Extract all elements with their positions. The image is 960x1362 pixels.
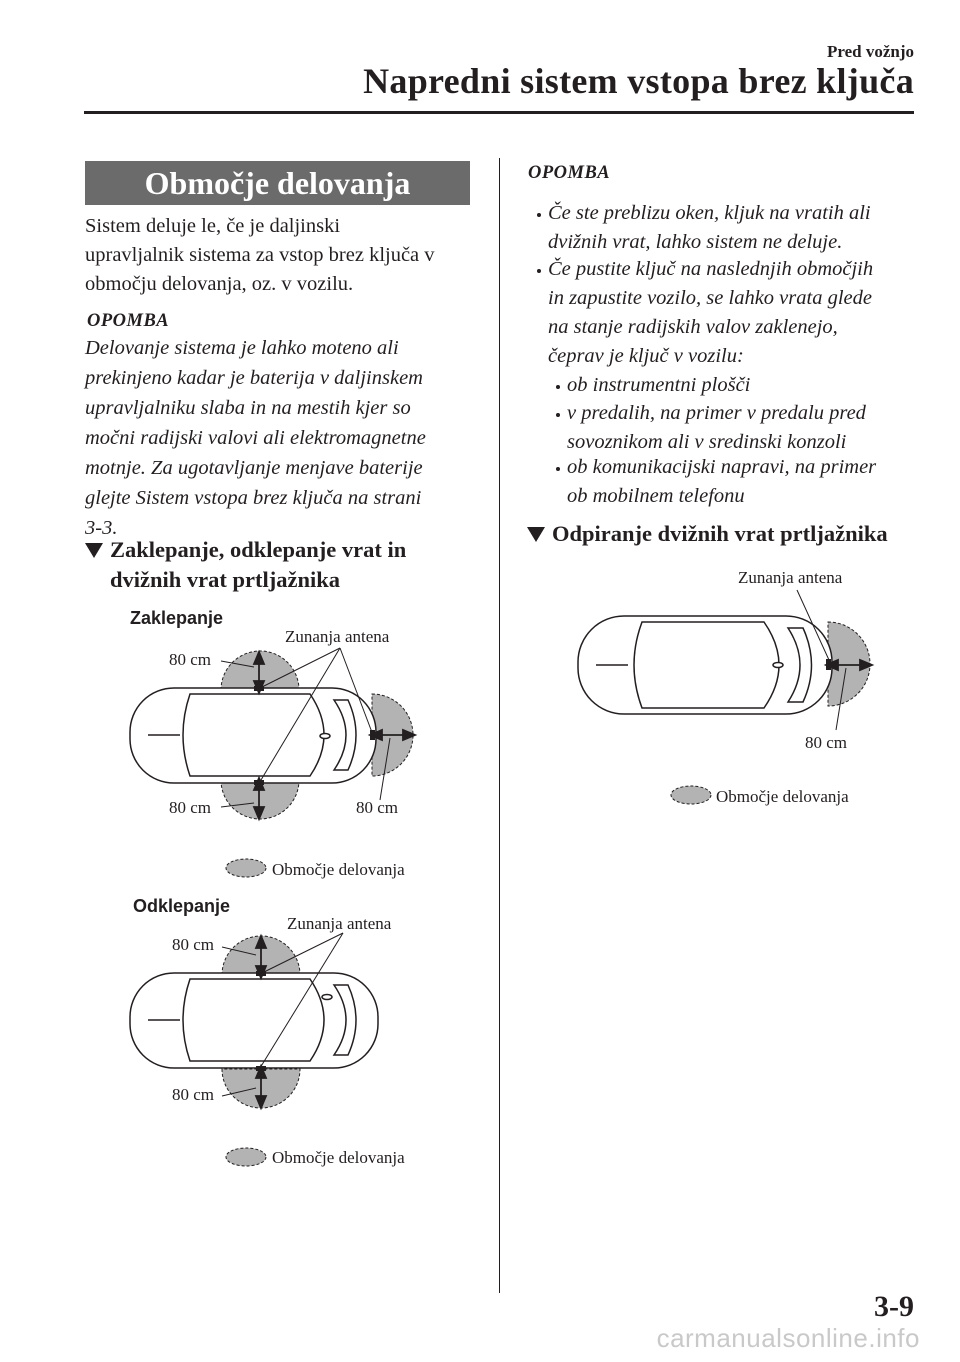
distance-label-top: 80 cm xyxy=(169,650,212,669)
text-line: Sistem deluje le, če je daljinski xyxy=(85,215,341,237)
text-line: čeprav je ključ v vozilu: xyxy=(548,345,744,367)
text-line: glejte Sistem vstopa brez ključa na strani xyxy=(85,487,422,509)
bullet-dot-icon xyxy=(537,213,541,217)
car-cabin xyxy=(183,979,324,1061)
car-top-view xyxy=(130,688,376,783)
text-line: in zapustite vozilo, se lahko vrata glede xyxy=(548,287,872,309)
section-title: Območje delovanja xyxy=(85,161,470,205)
car-emblem xyxy=(322,995,332,1000)
distance-label-rear: 80 cm xyxy=(356,798,399,817)
note-bullet xyxy=(548,199,928,257)
antenna-label: Zunanja antena xyxy=(738,568,843,587)
note-heading: OPOMBA xyxy=(87,311,170,331)
distance-label-top: 80 cm xyxy=(172,935,215,954)
distance-label-bottom: 80 cm xyxy=(169,798,212,817)
bullet-dot-icon xyxy=(537,269,541,273)
text-line: ob komunikacijski napravi, na primer xyxy=(567,456,877,478)
note-subbullet xyxy=(567,453,927,511)
text-line: močni radijski valovi ali elektromagnetne xyxy=(85,427,426,449)
heading-line: Zaklepanje, odklepanje vrat in xyxy=(110,537,407,562)
text-line: območju delovanja, oz. v vozilu. xyxy=(85,273,354,295)
car-cabin xyxy=(634,622,779,708)
car-emblem xyxy=(773,663,783,668)
car-top-view-unlock xyxy=(130,973,378,1068)
car-top-view-liftgate xyxy=(578,616,832,714)
legend-swatch-icon xyxy=(226,859,266,877)
text-line: v predalih, na primer v predalu pred xyxy=(567,402,866,424)
text-line: sovoznikom ali v sredinski konzoli xyxy=(567,431,847,453)
chapter-title: Pred vožnjo xyxy=(826,42,914,61)
text-line: Če ste preblizu oken, kljuk na vratih ali xyxy=(548,202,871,224)
bullet-dot-icon xyxy=(556,467,560,471)
legend-swatch-icon xyxy=(671,786,711,804)
distance-label-bottom: 80 cm xyxy=(172,1085,215,1104)
text-line: upravljalniku slaba in na mestih kjer so xyxy=(85,397,411,419)
text-line: motnje. Za ugotavljanje menjave baterije xyxy=(85,457,423,479)
heading-line: Odpiranje dvižnih vrat prtljažnika xyxy=(552,521,888,546)
note-subbullet xyxy=(567,399,927,457)
figure-label-unlock: Odklepanje xyxy=(133,896,231,916)
text-line: 3-3. xyxy=(85,517,118,539)
legend-label: Območje delovanja xyxy=(716,787,849,806)
legend-label: Območje delovanja xyxy=(272,1148,405,1167)
car-cabin xyxy=(183,694,324,776)
bullet-dot-icon xyxy=(556,385,560,389)
page-number: 3-9 xyxy=(874,1290,914,1323)
text-line: ob instrumentni plošči xyxy=(567,374,751,396)
page-header-title: Napredni sistem vstopa brez ključa xyxy=(363,61,914,101)
text-line: Če pustite ključ na naslednjih območjih xyxy=(548,258,874,280)
text-line: prekinjeno kadar je baterija v daljinskem xyxy=(85,367,423,389)
text-line: ob mobilnem telefonu xyxy=(567,485,745,507)
text-line: upravljalnik sistema za vstop brez ključa v xyxy=(85,244,435,266)
text-line: dvižnih vrat, lahko sistem ne deluje. xyxy=(548,231,843,253)
bullet-dot-icon xyxy=(556,413,560,417)
figure-label-lock: Zaklepanje xyxy=(130,608,224,628)
note-heading: OPOMBA xyxy=(528,163,611,183)
legend-label: Območje delovanja xyxy=(272,860,405,879)
text-line: na stanje radijskih valov zaklenejo, xyxy=(548,316,838,338)
note-subbullet xyxy=(567,371,927,400)
antenna-label: Zunanja antena xyxy=(285,627,390,646)
watermark: carmanualsonline.info xyxy=(656,1323,920,1353)
antenna-label: Zunanja antena xyxy=(287,914,392,933)
note-bullet xyxy=(548,255,928,371)
subsection-heading-liftgate xyxy=(527,519,888,549)
distance-label-rear: 80 cm xyxy=(805,733,848,752)
triangle-marker-icon xyxy=(527,527,545,542)
legend-swatch-icon xyxy=(226,1148,266,1166)
car-emblem xyxy=(320,734,330,739)
text-line: Delovanje sistema je lahko moteno ali xyxy=(85,337,399,359)
heading-line: dvižnih vrat prtljažnika xyxy=(110,567,341,592)
